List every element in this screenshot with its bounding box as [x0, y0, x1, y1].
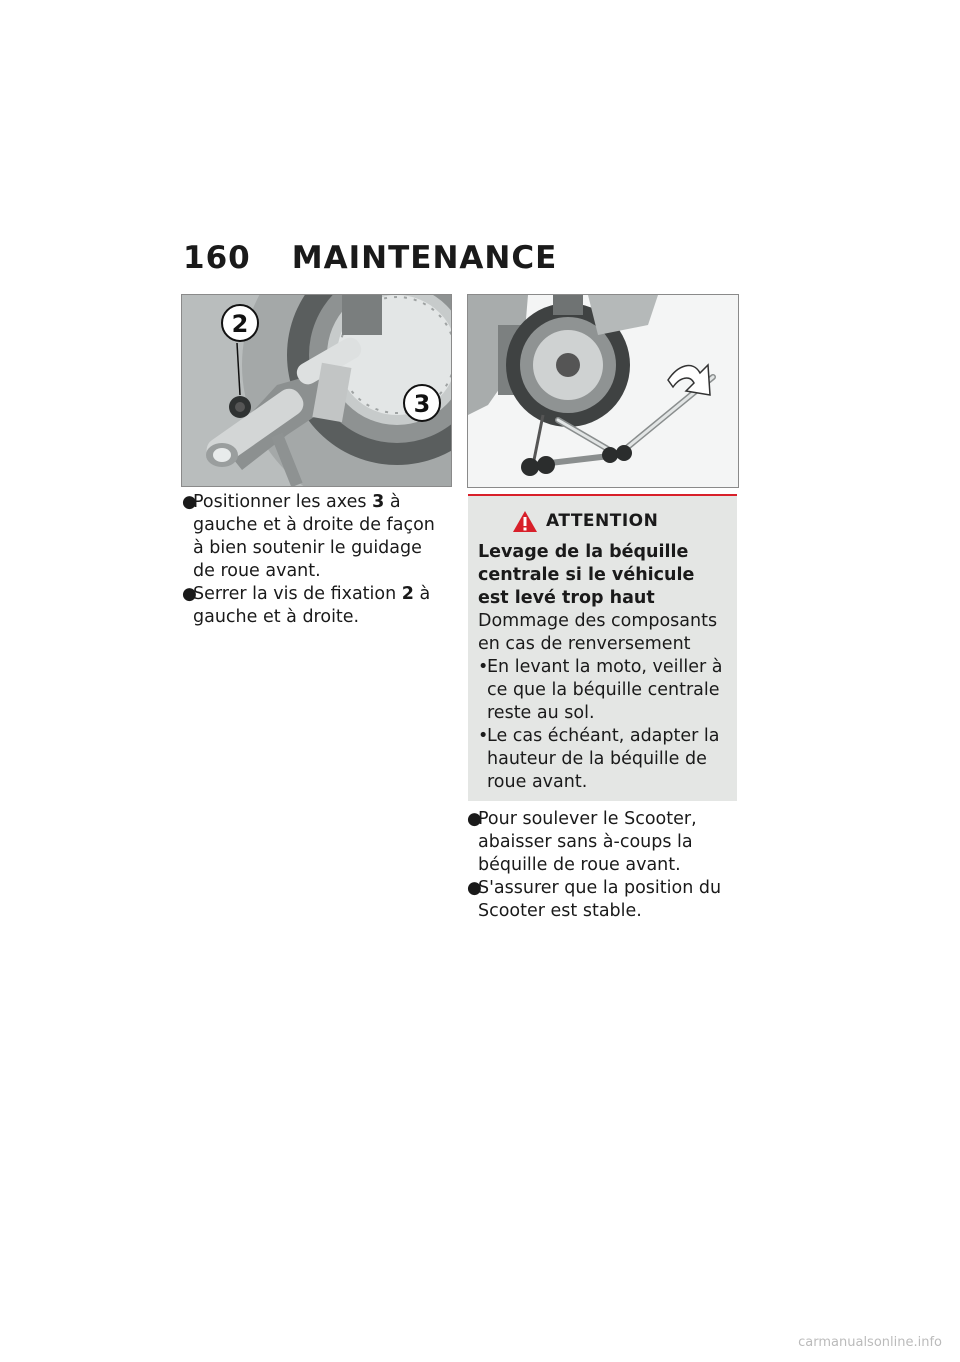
left-instructions	[183, 491, 445, 629]
warning-triangle-icon	[512, 510, 538, 533]
watermark: carmanualsonline.info	[798, 1335, 942, 1350]
axle-bolts-illustration	[182, 295, 451, 486]
warning-consequence: Dommage des composants en cas de renversement	[478, 611, 718, 654]
callout-2: 2	[231, 310, 249, 338]
bullet-dot-icon: ●	[467, 809, 482, 829]
bullet-dot-icon: ●	[182, 492, 197, 512]
warning-action-1	[478, 656, 723, 725]
page-title: MAINTENANCE	[291, 240, 558, 276]
front-wheel-stand-illustration	[468, 295, 738, 487]
left-step-2	[183, 583, 445, 629]
right-step-2	[468, 877, 730, 923]
step-text: Serrer la vis de fixation	[193, 584, 402, 604]
page-header	[183, 240, 557, 276]
step-text: Positionner les axes	[193, 492, 373, 512]
bullet-dot-icon: ●	[182, 584, 197, 604]
step-text: S'assurer que la position du Scooter est stable.	[478, 878, 722, 921]
action-text: Le cas échéant, adapter la hauteur de la béquille de roue avant.	[487, 726, 720, 792]
left-step-1	[183, 491, 445, 583]
step-ref-2: 2	[401, 584, 414, 604]
bullet-dot-icon: ●	[467, 878, 482, 898]
bullet-small-icon: •	[478, 726, 489, 746]
warning-box	[468, 494, 737, 801]
warning-headline: Levage de la béquille centrale si le véhicule est levé trop haut	[478, 542, 695, 608]
callout-3: 3	[413, 390, 431, 418]
step-ref-3: 3	[372, 492, 385, 512]
step-text: Pour soulever le Scooter, abaisser sans à-coups la béquille de roue avant.	[478, 809, 697, 875]
figure-axle-bolts	[181, 294, 452, 487]
warning-label: ATTENTION	[546, 511, 659, 531]
bullet-small-icon: •	[478, 657, 489, 677]
step-text: à gauche et à droite de façon à bien soutenir le guidage de roue avant.	[193, 492, 435, 581]
action-text: En levant la moto, veiller à ce que la béquille centrale reste au sol.	[487, 657, 723, 723]
right-step-1	[468, 808, 730, 877]
page-number: 160	[183, 240, 251, 276]
warning-title	[512, 510, 723, 533]
figure-front-wheel-stand	[467, 294, 739, 488]
warning-action-2	[478, 725, 723, 794]
right-instructions	[468, 808, 730, 923]
step-text: à gauche et à droite.	[193, 584, 431, 627]
